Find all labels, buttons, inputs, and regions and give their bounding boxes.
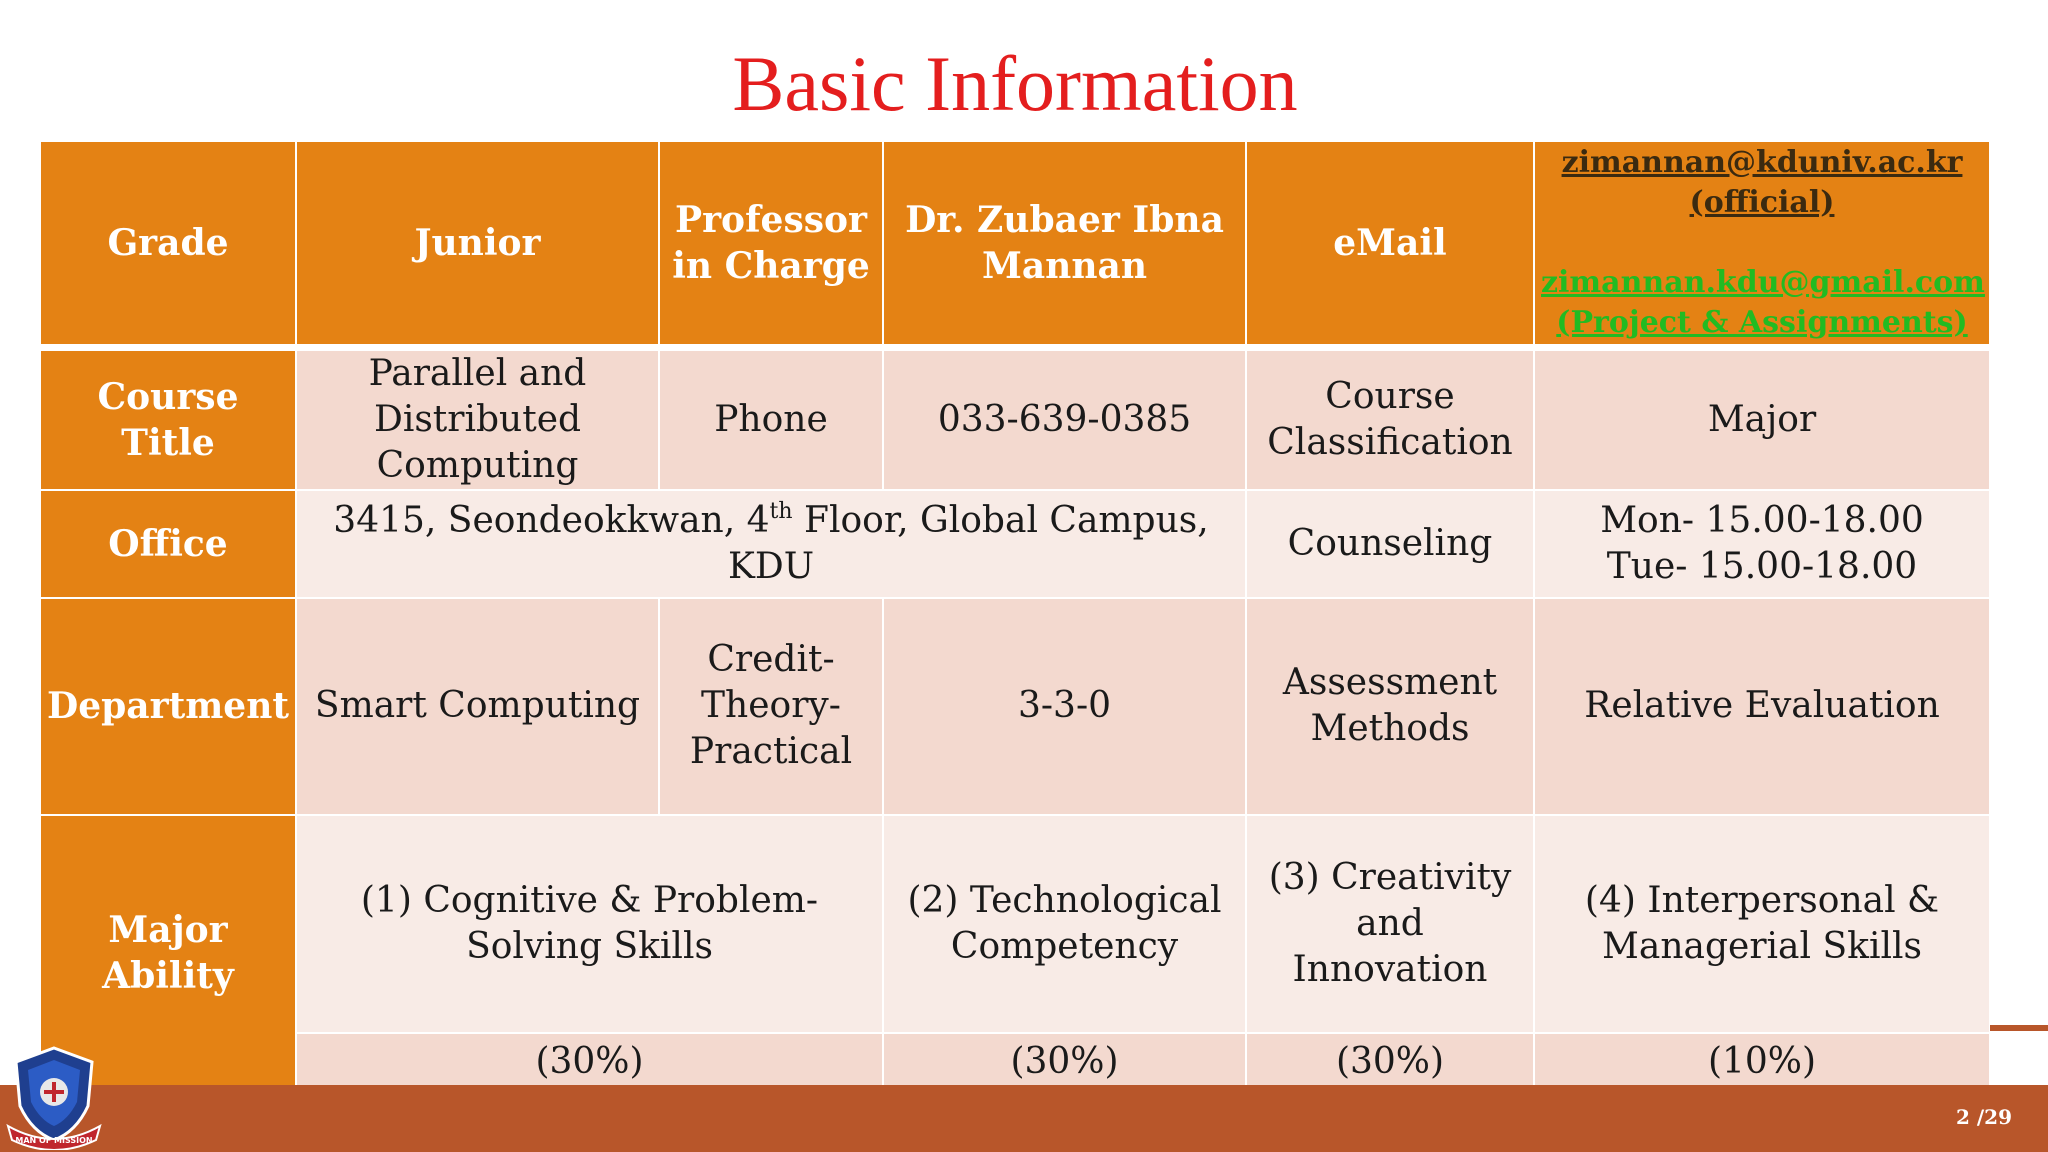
department-label: Department (40, 598, 296, 815)
office-label: Office (40, 490, 296, 598)
email-cell (1534, 141, 1990, 347)
assessment-label: Assessment Methods (1246, 598, 1534, 815)
professor-value: Dr. Zubaer Ibna Mannan (883, 141, 1246, 347)
ability-label: Major Ability (40, 815, 296, 1091)
page-number: 2 /29 (1955, 1105, 2012, 1129)
classification-label: Course Classification (1246, 347, 1534, 490)
table-row (40, 490, 1990, 598)
phone-value: 033-639-0385 (883, 347, 1246, 490)
table-row (40, 141, 1990, 347)
email-official-link[interactable]: zimannan@kduniv.ac.kr (1561, 144, 1963, 180)
ability-4-name: (4) Interpersonal & Managerial Skills (1534, 815, 1990, 1033)
phone-label: Phone (659, 347, 883, 490)
classification-value: Major (1534, 347, 1990, 490)
ability-1-weight: (30%) (296, 1033, 883, 1091)
assessment-value: Relative Evaluation (1534, 598, 1990, 815)
footer-bar (0, 1085, 2048, 1152)
email-official-note: (official) (1689, 184, 1835, 220)
ability-2-name: (2) Technological Competency (883, 815, 1246, 1033)
email-project-link[interactable]: zimannan.kdu@gmail.com (1541, 264, 1985, 300)
table-row (40, 598, 1990, 815)
ability-2-weight: (30%) (883, 1033, 1246, 1091)
course-title-label: Course Title (40, 347, 296, 490)
counseling-hours: Mon- 15.00-18.00 Tue- 15.00-18.00 (1534, 490, 1990, 598)
ability-3-name: (3) Creativity and Innovation (1246, 815, 1534, 1033)
counseling-label: Counseling (1246, 490, 1534, 598)
footer-accent-line (1990, 1025, 2048, 1031)
department-value: Smart Computing (296, 598, 659, 815)
table-row (40, 1033, 1990, 1091)
slide-title: Basic Information (732, 40, 1298, 127)
email-project-note: (Project & Assignments) (1556, 304, 1968, 340)
grade-value: Junior (296, 141, 659, 347)
university-logo (4, 1040, 104, 1150)
logo-motto: MAN OF MISSION (15, 1136, 93, 1145)
basic-info-table (39, 140, 1991, 1092)
ability-4-weight: (10%) (1534, 1033, 1990, 1091)
office-value: 3415, Seondeokkwan, 4th Floor, Global Campus, KDU (296, 490, 1246, 598)
table-row (40, 815, 1990, 1033)
credit-value: 3-3-0 (883, 598, 1246, 815)
ability-3-weight: (30%) (1246, 1033, 1534, 1091)
ability-1-name: (1) Cognitive & Problem-Solving Skills (296, 815, 883, 1033)
table-row (40, 347, 1990, 490)
grade-label: Grade (40, 141, 296, 347)
course-title-value: Parallel and Distributed Computing (296, 347, 659, 490)
professor-label: Professor in Charge (659, 141, 883, 347)
credit-label: Credit-Theory-Practical (659, 598, 883, 815)
email-label: eMail (1246, 141, 1534, 347)
